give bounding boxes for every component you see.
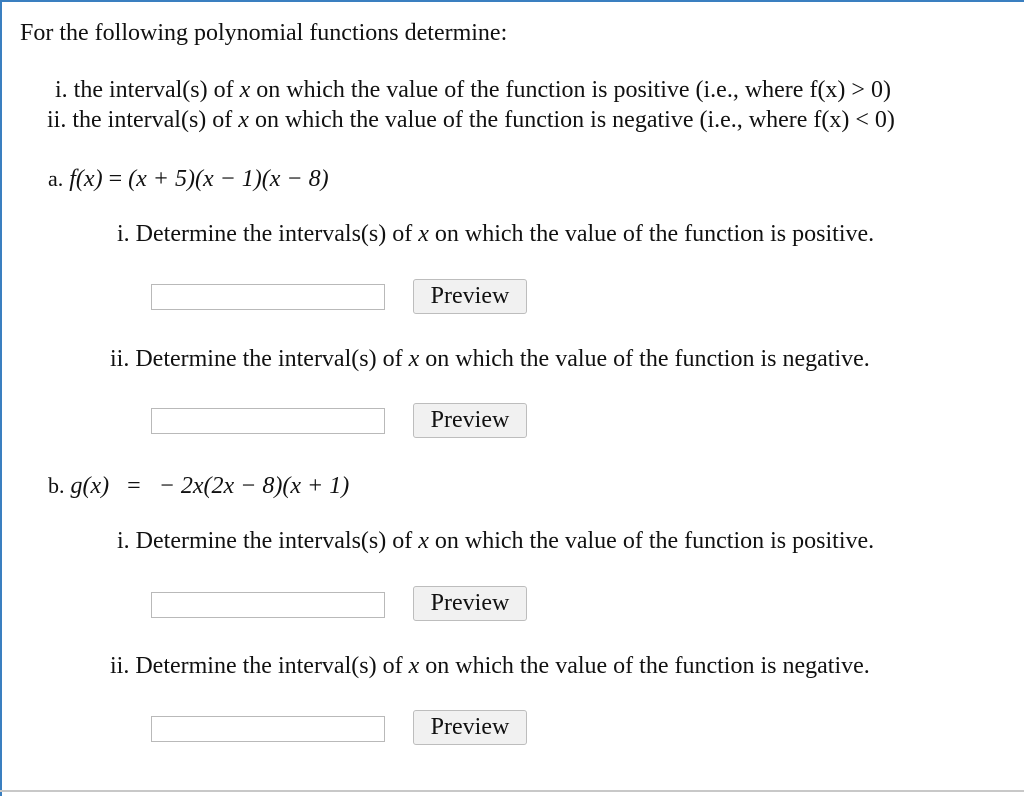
- criterion-1-rest: on which the value of the function is positive (i.e., where f(x) > 0): [256, 77, 891, 103]
- part-a-lhs: f(x): [69, 166, 103, 192]
- part-b-q1-preview-button[interactable]: Preview: [413, 586, 527, 621]
- part-a-q1-variable: x: [418, 221, 429, 247]
- part-b-q2-variable: x: [408, 653, 420, 679]
- criterion-1-text: the interval(s) of: [73, 77, 234, 103]
- part-a-q2-post: on which the value of the function is negative.: [425, 346, 870, 372]
- criterion-2-variable: x: [238, 107, 249, 133]
- part-a-q1-pre: Determine the intervals(s) of: [135, 221, 413, 247]
- part-b-equals: =: [127, 473, 141, 499]
- criterion-1-number: i.: [55, 77, 68, 103]
- part-a-q1-answer-input[interactable]: [151, 284, 385, 310]
- part-a-q2-answer-input[interactable]: [151, 408, 385, 434]
- criterion-2-number: ii.: [47, 107, 67, 133]
- part-a-q2-pre: Determine the interval(s) of: [135, 346, 403, 372]
- part-b-q2-pre: Determine the interval(s) of: [135, 653, 403, 679]
- bottom-divider: [0, 790, 1024, 792]
- criterion-2-rest: on which the value of the function is negative (i.e., where f(x) < 0): [254, 107, 895, 133]
- part-a-formula: [48, 165, 329, 193]
- part-a-q1-post: on which the value of the function is positive.: [434, 221, 875, 247]
- part-b-formula: [48, 472, 349, 500]
- part-b-q1-post: on which the value of the function is positive.: [434, 528, 875, 554]
- part-a-q2-preview-button[interactable]: Preview: [413, 403, 527, 438]
- part-b-question-2: [110, 652, 870, 680]
- part-a-q2-number: ii.: [110, 346, 130, 372]
- part-a-question-2: [110, 345, 870, 373]
- part-b-question-1: [117, 527, 874, 555]
- part-a-q1-number: i.: [117, 221, 130, 247]
- part-b-q1-variable: x: [418, 528, 429, 554]
- part-b-q2-post: on which the value of the function is negative.: [425, 653, 870, 679]
- part-b-label: b.: [48, 473, 65, 498]
- part-a-rhs: (x + 5)(x − 1)(x − 8): [128, 166, 329, 192]
- part-b-rhs: − 2x(2x − 8)(x + 1): [158, 473, 350, 499]
- criterion-2-text: the interval(s) of: [72, 107, 233, 133]
- part-b-q1-number: i.: [117, 528, 130, 554]
- part-b-q2-answer-input[interactable]: [151, 716, 385, 742]
- part-b-lhs: g(x): [70, 473, 110, 499]
- criterion-1: [55, 76, 891, 104]
- part-b-q2-preview-button[interactable]: Preview: [413, 710, 527, 745]
- part-b-q1-answer-input[interactable]: [151, 592, 385, 618]
- part-a-label: a.: [48, 166, 64, 191]
- part-a-question-1: [117, 220, 874, 248]
- part-b-q2-number: ii.: [110, 653, 130, 679]
- part-a-equals: =: [108, 166, 123, 192]
- part-a-q2-variable: x: [408, 346, 420, 372]
- part-a-q1-preview-button[interactable]: Preview: [413, 279, 527, 314]
- criterion-2: [47, 106, 895, 134]
- part-b-q1-pre: Determine the intervals(s) of: [135, 528, 413, 554]
- criterion-1-variable: x: [239, 77, 251, 103]
- intro-text: For the following polynomial functions determine:: [20, 20, 508, 46]
